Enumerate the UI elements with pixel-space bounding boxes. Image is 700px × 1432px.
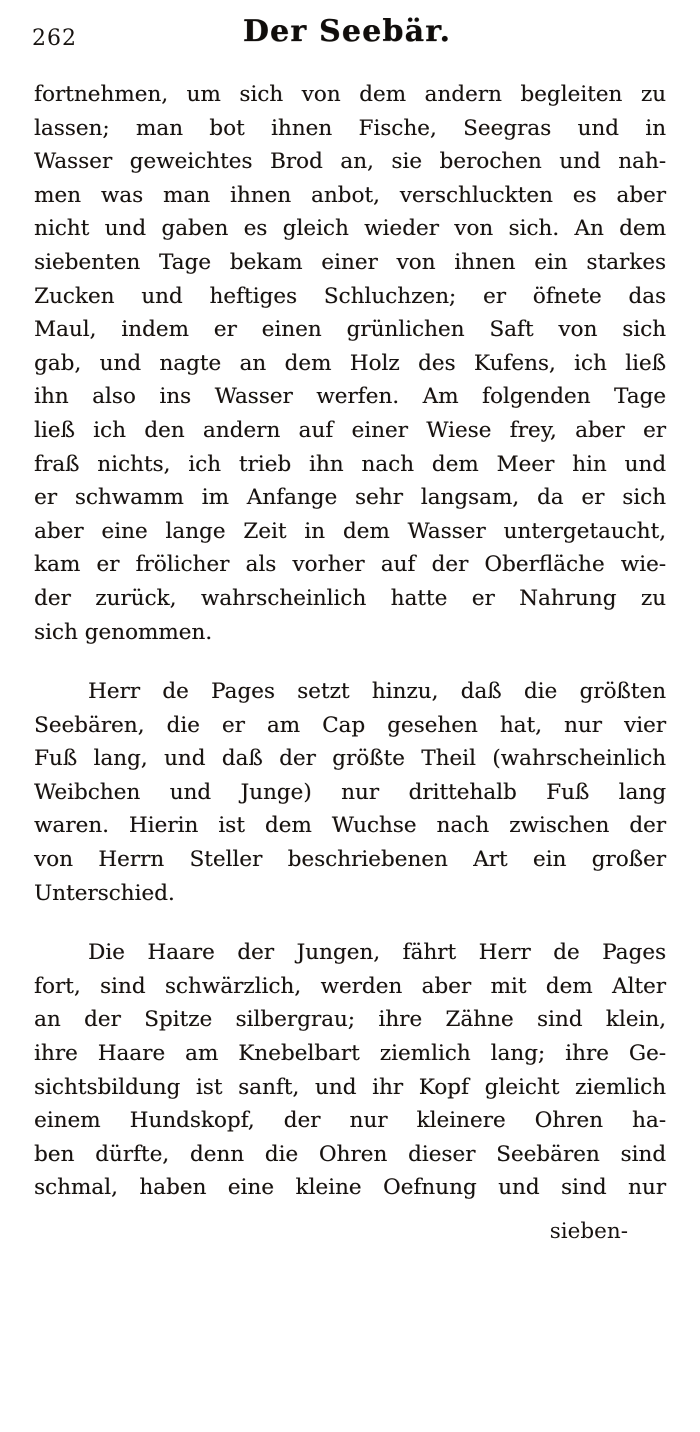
text-line: nicht und gaben es gleich wieder von sich. An dem bbox=[34, 216, 666, 242]
paragraph-3 bbox=[34, 936, 666, 1205]
text-line: der zurück, wahrscheinlich hatte er Nahrung zu bbox=[34, 585, 666, 611]
text-line: sich genommen. bbox=[34, 619, 213, 645]
text-line-content: Die Haare der Jungen, fährt Herr de Pages bbox=[88, 940, 666, 966]
text-line: gab, und nagte an dem Holz des Kufens, ich ließ bbox=[34, 350, 666, 376]
running-title: Der Seebär. bbox=[242, 14, 452, 49]
text-line: fortnehmen, um sich von dem andern begleiten zu bbox=[34, 82, 666, 107]
catchword: sieben- bbox=[549, 1219, 628, 1244]
text-line: aber eine lange Zeit in dem Wasser untergetaucht, bbox=[34, 518, 666, 544]
text-line: fort, sind schwärzlich, werden aber mit dem Alter bbox=[34, 973, 666, 999]
text-line: lassen; man bot ihnen Fische, Seegras und in bbox=[34, 115, 666, 141]
text-line: kam er frölicher als vorher auf der Oberfläche wie- bbox=[34, 552, 666, 578]
text-line: schmal, haben eine kleine Oefnung und sind nur bbox=[34, 1175, 666, 1201]
text-line: einem Hundskopf, der nur kleinere Ohren ha- bbox=[34, 1108, 666, 1134]
text-line: Seebären, die er am Cap gesehen hat, nur vier bbox=[34, 712, 666, 738]
text-line bbox=[34, 936, 666, 970]
text-line bbox=[34, 675, 666, 709]
text-line: von Herrn Steller beschriebenen Art ein großer bbox=[34, 847, 666, 873]
text-line: waren. Hierin ist dem Wuchse nach zwischen der bbox=[34, 813, 666, 839]
text-line: er schwamm im Anfange sehr langsam, da er sich bbox=[34, 485, 666, 511]
text-line: men was man ihnen anbot, verschluckten es aber bbox=[34, 182, 666, 208]
page-number: 262 bbox=[32, 26, 77, 51]
text-line: Weibchen und Junge) nur drittehalb Fuß lang bbox=[34, 779, 666, 805]
text-line: ihn also ins Wasser werfen. Am folgenden Tage bbox=[34, 384, 666, 410]
text-line: siebenten Tage bekam einer von ihnen ein starkes bbox=[34, 249, 666, 275]
text-line: sichtsbildung ist sanft, und ihr Kopf gleicht ziemlich bbox=[34, 1074, 666, 1100]
text-line: Fuß lang, und daß der größte Theil (wahrscheinlich bbox=[34, 746, 666, 772]
text-line: ben dürfte, denn die Ohren dieser Seebären sind bbox=[34, 1141, 666, 1167]
text-line: ihre Haare am Knebelbart ziemlich lang; ihre Ge- bbox=[34, 1041, 666, 1067]
text-line: ließ ich den andern auf einer Wiese frey, aber er bbox=[34, 417, 666, 443]
page-header bbox=[32, 0, 662, 78]
text-line: an der Spitze silbergrau; ihre Zähne sind klein, bbox=[34, 1007, 666, 1033]
page-body bbox=[34, 78, 666, 1247]
paragraph-1 bbox=[34, 78, 666, 649]
text-line: Wasser geweichtes Brod an, sie berochen und nah- bbox=[34, 149, 666, 175]
text-line: Maul, indem er einen grünlichen Saft von sich bbox=[34, 317, 666, 343]
paragraph-2 bbox=[34, 675, 666, 910]
text-line: Zucken und heftiges Schluchzen; er öfnete das bbox=[34, 283, 666, 309]
text-line-content: Herr de Pages setzt hinzu, daß die größten bbox=[88, 679, 666, 705]
text-line: fraß nichts, ich trieb ihn nach dem Meer hin und bbox=[34, 451, 666, 477]
text-line: Unterschied. bbox=[34, 880, 175, 906]
